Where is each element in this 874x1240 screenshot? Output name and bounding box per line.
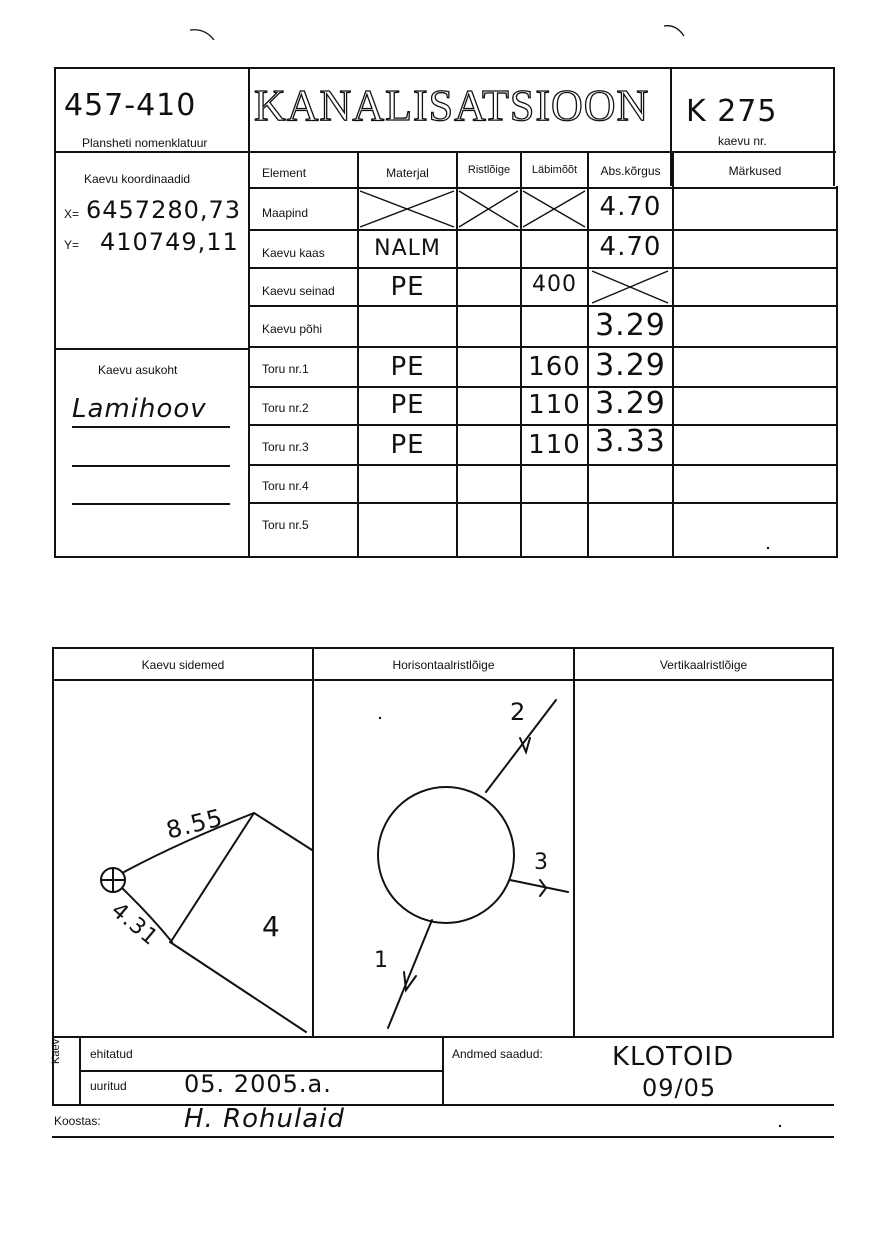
pipe-1-label: 1	[374, 948, 389, 973]
data-received-date: 09/05	[642, 1074, 717, 1102]
well-caption: kaevu nr.	[718, 134, 767, 148]
row-abs: 3.33	[595, 424, 666, 459]
building-wall-2	[254, 813, 312, 850]
sheet-caption: Plansheti nomenklatuur	[82, 136, 208, 150]
row-materjal: PE	[390, 390, 425, 420]
column-header-materjal: Materjal	[386, 166, 429, 180]
compiled-value: H. Rohulaid	[184, 1104, 345, 1134]
column-header-ristloige: Ristlõige	[467, 164, 511, 176]
row-abs: 4.70	[599, 192, 662, 222]
column-header-markused: Märkused	[728, 164, 782, 178]
x-label: X=	[64, 207, 80, 221]
row-element: Maapind	[262, 206, 309, 220]
surveyed-label: uuritud	[90, 1079, 127, 1093]
sheet-number: 457-410	[64, 88, 197, 123]
row-abs: 4.70	[599, 232, 662, 262]
row-labimoot: 160	[528, 352, 581, 382]
row-materjal: PE	[390, 272, 425, 302]
manhole-circle	[378, 787, 514, 923]
row-element: Kaevu põhi	[262, 322, 323, 336]
row-materjal: PE	[390, 352, 425, 382]
compiled-label: Koostas:	[54, 1114, 101, 1128]
pipe-3-label: 3	[534, 850, 549, 875]
well-number: K 275	[686, 94, 778, 129]
row-labimoot: 110	[528, 430, 581, 460]
column-header-abs-korgus: Abs.kõrgus	[600, 164, 661, 178]
coordinates-heading: Kaevu koordinaadid	[84, 172, 191, 186]
well-vertical-label: Kaev	[50, 1038, 62, 1064]
tie-2-label: 4.31	[106, 897, 163, 952]
row-abs: 3.29	[595, 348, 666, 383]
ties-heading: Kaevu sidemed	[141, 658, 225, 672]
data-received-label: Andmed saadud:	[452, 1047, 543, 1061]
row-abs: 3.29	[595, 386, 666, 421]
location-heading: Kaevu asukoht	[98, 363, 178, 377]
page-title: KANALISATSIOON	[254, 81, 650, 130]
pipe-3-line	[510, 880, 568, 892]
building-label: 4	[262, 910, 281, 943]
horizontal-section-heading: Horisontaalristlõige	[392, 658, 495, 672]
row-labimoot: 400	[532, 272, 577, 297]
data-received-value: KLOTOID	[612, 1042, 735, 1072]
row-element: Toru nr.2	[262, 401, 309, 415]
vertical-section-heading: Vertikaalristlõige	[659, 658, 748, 672]
pipe-3-arrow-icon	[540, 880, 546, 896]
x-value: 6457280,73	[86, 196, 242, 224]
row-element: Kaevu kaas	[262, 246, 325, 260]
row-labimoot: 110	[528, 390, 581, 420]
tie-1-label: 8.55	[163, 803, 226, 845]
row-element: Kaevu seinad	[262, 284, 335, 298]
row-element: Toru nr.3	[262, 440, 309, 454]
row-abs: 3.29	[595, 308, 666, 343]
row-element: Toru nr.4	[262, 479, 309, 493]
surveyed-value: 05. 2005.a.	[184, 1070, 332, 1098]
column-header-element: Element	[262, 166, 307, 180]
location-value: Lamihoov	[72, 394, 207, 424]
y-label: Y=	[64, 238, 80, 252]
row-element: Toru nr.5	[262, 518, 309, 532]
column-header-labimoot: Läbimõõt	[531, 164, 578, 176]
y-value: 410749,11	[100, 228, 239, 256]
row-element: Toru nr.1	[262, 362, 309, 376]
pipe-2-label: 2	[510, 698, 527, 726]
built-label: ehitatud	[90, 1047, 133, 1061]
building-wall-3	[170, 942, 306, 1032]
row-materjal: NALM	[374, 236, 441, 261]
pipe-1-line	[388, 920, 432, 1028]
row-materjal: PE	[390, 430, 425, 460]
